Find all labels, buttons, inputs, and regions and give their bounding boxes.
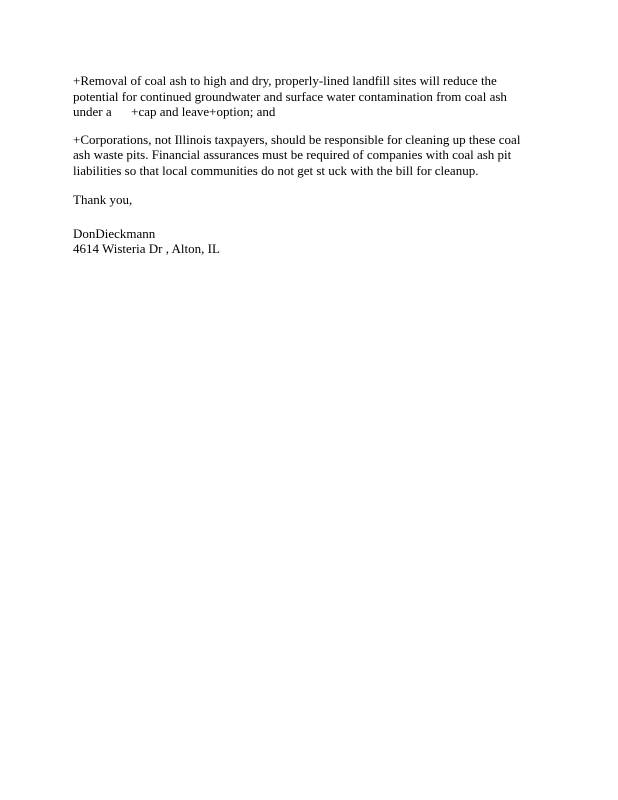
paragraph-corporations: +Corporations, not Illinois taxpayers, should be responsible for cleaning up these coal ash waste pits. Financial assurances must be required of companies with coal ash pit liabilities so that local communities do not get st uck with the bill for cleanup. (73, 131, 524, 178)
signature-address: 4614 Wisteria Dr , Alton, IL (73, 241, 220, 256)
paragraph-removal-coal-ash: +Removal of coal ash to high and dry, properly-lined landfill sites will reduce the potential for continued groundwater and surface water contamination from coal ash under a +cap and leave+option; and (73, 73, 511, 119)
closing-line: Thank you, (73, 192, 133, 207)
signature-name: DonDieckmann (73, 225, 156, 241)
letter-body (73, 73, 535, 257)
signature-block (73, 226, 535, 257)
